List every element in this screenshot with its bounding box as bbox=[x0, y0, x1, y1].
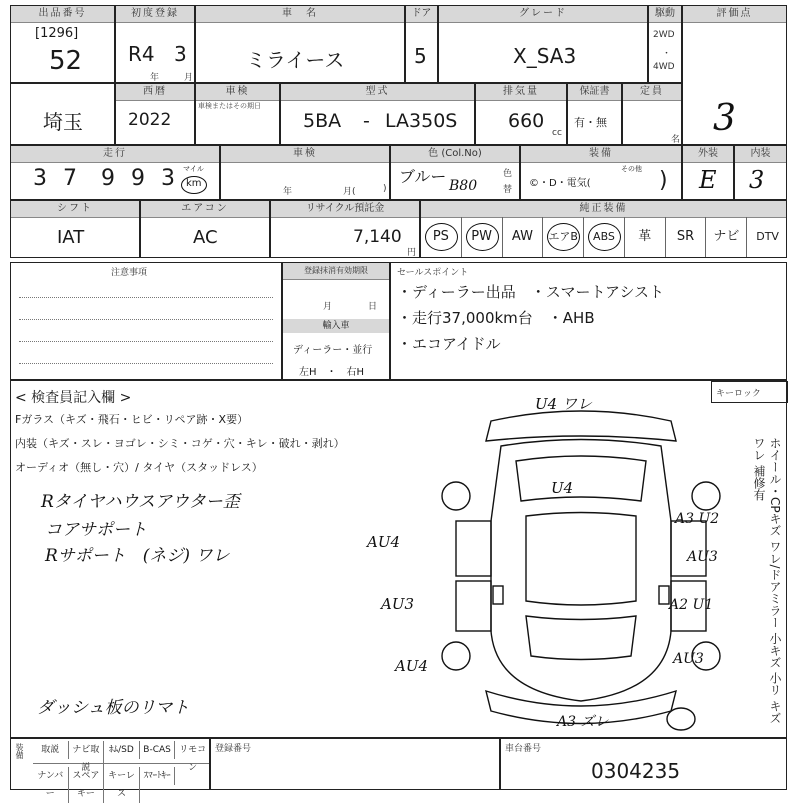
drive-header: 駆動 bbox=[649, 6, 681, 23]
reg-expiry-cell bbox=[282, 262, 390, 380]
model-prefix: 5BA bbox=[303, 110, 342, 132]
hood bbox=[516, 456, 646, 501]
side-note: ワレ bbox=[768, 540, 782, 565]
color-code: B80 bbox=[449, 178, 478, 194]
equipment-label: 革 bbox=[638, 229, 652, 244]
warranty-header: 保証書 bbox=[568, 84, 621, 101]
first-reg-month-unit: 月 bbox=[184, 73, 194, 83]
inspection-header: 車検 bbox=[196, 84, 279, 101]
footer-equip-item: キーレス bbox=[104, 767, 140, 803]
footer-row-2 bbox=[33, 765, 209, 799]
roof bbox=[526, 513, 636, 606]
chassis-cell bbox=[500, 738, 787, 790]
model-header: 型式 bbox=[281, 84, 474, 101]
recycle-unit: 円 bbox=[407, 248, 417, 258]
chassis-label: 車台番号 bbox=[505, 744, 542, 754]
inspector-title: < 検査員記入欄 > bbox=[15, 390, 132, 406]
footer-equip-item: ｽﾏｰﾄｷｰ bbox=[140, 767, 176, 785]
notes-line bbox=[19, 341, 273, 342]
equipment-item bbox=[747, 217, 788, 257]
handwritten-note: ダッシュ板のリマト bbox=[37, 698, 190, 718]
features-cell bbox=[520, 145, 682, 200]
doors-cell bbox=[405, 5, 438, 83]
drive-dot: ・ bbox=[662, 49, 672, 59]
mileage-digit: 9 bbox=[131, 166, 145, 191]
equipment-circle-mark bbox=[588, 223, 621, 251]
side-note: 補修有 bbox=[752, 464, 766, 501]
features-other: その他 bbox=[621, 165, 642, 173]
side-note: ホイール bbox=[768, 437, 782, 485]
lot-cell bbox=[10, 5, 115, 83]
equipment-row bbox=[421, 217, 786, 257]
equipment-label: エアB bbox=[548, 230, 578, 243]
diagram-mark: U4 bbox=[551, 479, 574, 497]
side-note: キズ bbox=[768, 699, 782, 724]
lot-bracket: [1296] bbox=[35, 26, 79, 41]
year-value: 2022 bbox=[128, 110, 172, 130]
mileage-digit: 9 bbox=[101, 166, 115, 191]
capacity-cell bbox=[622, 83, 682, 145]
side-note: 小リ bbox=[768, 672, 782, 697]
equipment-label: PW bbox=[471, 229, 492, 244]
inspection-note: 車検またはその期日 bbox=[198, 102, 261, 110]
mileage-header: 走行 bbox=[11, 146, 219, 163]
side-note: 小キズ bbox=[768, 632, 782, 669]
displacement-header: 排気量 bbox=[476, 84, 566, 101]
diagram-mark: AU4 bbox=[395, 657, 429, 675]
displacement-value: 660 bbox=[508, 110, 545, 132]
footer-equip-item: ﾎﾑ/SD bbox=[104, 741, 140, 759]
inspection-year-unit: 年 bbox=[283, 187, 293, 197]
sales-point-item: ・ディーラー出品 ・スマートアシスト bbox=[397, 283, 665, 301]
car-name: ミライース bbox=[246, 48, 345, 72]
color-label-kae: 替 bbox=[503, 185, 513, 195]
sales-points-cell bbox=[390, 262, 787, 380]
footer-equip-item: ナビ取説 bbox=[69, 741, 105, 777]
capacity-unit: 名 bbox=[671, 135, 681, 145]
notes-line bbox=[19, 297, 273, 298]
diagram-mark: A3 ズレ bbox=[557, 714, 609, 730]
footer-equip-item: B-CAS bbox=[140, 741, 176, 759]
recycle-header: リサイクル預託金 bbox=[271, 201, 419, 218]
grade-header: グレード bbox=[439, 6, 647, 23]
interior-cell bbox=[734, 145, 787, 200]
warranty-value: 有・無 bbox=[574, 116, 607, 129]
notes-header: 注意事項 bbox=[111, 268, 148, 278]
model-dash: - bbox=[363, 110, 370, 132]
side-note: CPキズ bbox=[768, 497, 782, 537]
score-value: 3 bbox=[713, 98, 736, 139]
first-reg-month: 3 bbox=[174, 42, 187, 66]
equipment-circle-mark bbox=[466, 223, 499, 251]
key-lock-box bbox=[711, 381, 788, 403]
shift-header: シフト bbox=[11, 201, 139, 218]
interior-line: 内装（キズ・スレ・ヨゴレ・シミ・コゲ・穴・キレ・破れ・剥れ） bbox=[15, 437, 345, 450]
import-header: 輸入車 bbox=[283, 319, 389, 333]
exterior-score: E bbox=[699, 166, 717, 194]
equipment-item bbox=[503, 217, 544, 257]
capacity-header: 定員 bbox=[623, 84, 681, 101]
rear-window bbox=[526, 616, 636, 660]
equipment-item bbox=[543, 217, 584, 257]
recycle-cell bbox=[270, 200, 420, 258]
reg-expiry-header: 登録抹消有効期限 bbox=[283, 263, 389, 280]
doors-value: 5 bbox=[414, 44, 427, 68]
drive-2wd: 2WD bbox=[653, 30, 675, 40]
first-reg-header: 初度登録 bbox=[116, 6, 194, 23]
inspection-month-unit: 月( bbox=[343, 187, 356, 197]
footer-row-1 bbox=[33, 739, 209, 773]
equipment-label: PS bbox=[432, 229, 449, 244]
side-note: ワレ bbox=[752, 437, 766, 461]
equipment-item bbox=[625, 217, 666, 257]
right-mirror bbox=[659, 586, 669, 604]
displacement-unit: cc bbox=[552, 128, 562, 138]
interior-header: 内装 bbox=[735, 146, 786, 163]
equipment-label: SR bbox=[676, 229, 695, 244]
car-name-cell bbox=[195, 5, 405, 83]
handwritten-note: コアサポート bbox=[45, 520, 147, 540]
equipment-label: ABS bbox=[593, 230, 615, 243]
left-mirror bbox=[493, 586, 503, 604]
equipment-cell bbox=[420, 200, 787, 258]
grade-value: X_SA3 bbox=[513, 44, 577, 68]
equipment-circle-mark bbox=[547, 223, 580, 251]
footer-equip-cell bbox=[10, 738, 210, 799]
handwritten-note: Rサポート (ネジ) ワレ bbox=[45, 546, 230, 566]
doors-header: ドア bbox=[406, 6, 437, 23]
first-reg-era: R4 bbox=[128, 42, 155, 66]
first-reg-cell bbox=[115, 5, 195, 83]
wheel-rear-left bbox=[442, 642, 470, 670]
sales-points-header: セールスポイント bbox=[397, 268, 469, 278]
inspector-area bbox=[10, 380, 787, 738]
color-name: ブルー bbox=[399, 167, 447, 186]
warranty-cell bbox=[567, 83, 622, 145]
features-header: 装備 bbox=[521, 146, 681, 163]
wheel-front-right bbox=[692, 482, 720, 510]
interior-score: 3 bbox=[749, 166, 765, 194]
car-name-header: 車 名 bbox=[196, 6, 404, 23]
car-diagram bbox=[431, 401, 731, 731]
diagram-mark: A3 U2 bbox=[675, 511, 720, 527]
spare-tire bbox=[667, 708, 695, 730]
year-cell bbox=[115, 83, 195, 145]
footer-equip-item: スペアキー bbox=[69, 767, 105, 803]
equipment-item bbox=[462, 217, 503, 257]
year-header: 西暦 bbox=[116, 84, 194, 101]
color-label-iro: 色 bbox=[503, 169, 513, 179]
footer-row-label: 装備 bbox=[15, 743, 24, 759]
wheel-front-left bbox=[442, 482, 470, 510]
left-front-door bbox=[456, 521, 491, 576]
equipment-label: DTV bbox=[756, 230, 779, 243]
mileage-unit-km: km bbox=[186, 178, 202, 189]
sales-point-item: ・エコアイドル bbox=[397, 335, 501, 353]
lot-number: 52 bbox=[49, 46, 83, 76]
features-close: ) bbox=[659, 168, 668, 193]
diagram-mark: AU3 bbox=[673, 651, 704, 667]
inspection-date-cell bbox=[220, 145, 390, 200]
area-cell bbox=[10, 83, 115, 145]
model-code: LA350S bbox=[385, 110, 458, 132]
equipment-header: 純正装備 bbox=[421, 201, 786, 218]
notes-cell bbox=[10, 262, 282, 380]
aircon-value: AC bbox=[193, 227, 218, 248]
notes-line bbox=[19, 363, 273, 364]
aircon-header: エアコン bbox=[141, 201, 269, 218]
score-header: 評価点 bbox=[683, 6, 786, 23]
chassis-number: 0304235 bbox=[591, 759, 681, 783]
equipment-item bbox=[666, 217, 707, 257]
grade-cell bbox=[438, 5, 648, 83]
color-header: 色 (Col.No) bbox=[391, 146, 519, 163]
exterior-cell bbox=[682, 145, 734, 200]
shift-cell bbox=[10, 200, 140, 258]
equipment-item bbox=[706, 217, 747, 257]
lot-header: 出品番号 bbox=[11, 6, 114, 23]
footer-equip-item: 取説 bbox=[33, 741, 69, 759]
key-lock-label: キーロック bbox=[716, 389, 761, 399]
reg-no-label: 登録番号 bbox=[215, 744, 252, 754]
side-notes: ホイール・CPキズ ワレ/ドアミラー 小キズ 小リ キズ ワレ 補修有 bbox=[752, 437, 782, 724]
recycle-value: 7,140 bbox=[353, 227, 402, 247]
drive-cell bbox=[648, 5, 682, 83]
diagram-mark: AU3 bbox=[687, 549, 718, 565]
aircon-cell bbox=[140, 200, 270, 258]
left-rear-door bbox=[456, 581, 491, 631]
equipment-label: AW bbox=[511, 229, 533, 244]
drive-4wd: 4WD bbox=[653, 62, 675, 72]
glass-line: Fガラス（キズ・飛石・ヒビ・リペア跡・X要） bbox=[15, 413, 249, 426]
diagram-mark: AU4 bbox=[367, 533, 401, 551]
equipment-item bbox=[584, 217, 625, 257]
shift-value: IAT bbox=[57, 227, 85, 248]
first-reg-year-unit: 年 bbox=[150, 73, 160, 83]
exterior-header: 外装 bbox=[683, 146, 733, 163]
mileage-unit-mile: マイル bbox=[183, 165, 204, 173]
reg-no-cell bbox=[210, 738, 500, 790]
mileage-digit: 3 bbox=[33, 166, 47, 191]
inspection-cell bbox=[195, 83, 280, 145]
equipment-label: ナビ bbox=[713, 229, 740, 244]
mileage-digit: 7 bbox=[63, 166, 77, 191]
notes-line bbox=[19, 319, 273, 320]
dealer-option: ディーラー・並行 bbox=[293, 345, 373, 356]
model-cell bbox=[280, 83, 475, 145]
reg-expiry-month-day: 月 日 bbox=[323, 302, 378, 312]
diagram-mark: U4 ワレ bbox=[535, 395, 592, 413]
mileage-digit: 3 bbox=[161, 166, 175, 191]
area-value: 埼玉 bbox=[43, 110, 83, 134]
features-text: ©・D・電気( bbox=[529, 178, 591, 189]
side-note: ドアミラー bbox=[768, 568, 782, 629]
color-cell bbox=[390, 145, 520, 200]
steering-option: 左H ・ 右H bbox=[299, 367, 365, 378]
score-cell bbox=[682, 5, 787, 145]
inspection-date-header: 車検 bbox=[221, 146, 389, 163]
equipment-circle-mark bbox=[425, 223, 458, 251]
equipment-item bbox=[421, 217, 462, 257]
audio-line: オーディオ（無し・穴）/ タイヤ（スタッドレス） bbox=[15, 461, 263, 474]
sales-point-item: ・走行37,000km台 ・AHB bbox=[397, 309, 595, 327]
mileage-cell bbox=[10, 145, 220, 200]
footer-equip-item: ナンバー bbox=[33, 767, 69, 803]
displacement-cell bbox=[475, 83, 567, 145]
diagram-mark: A2 U1 bbox=[669, 597, 714, 613]
inspection-close: ) bbox=[383, 184, 387, 194]
handwritten-note: Rタイヤハウスアウター歪 bbox=[41, 492, 240, 512]
front-bumper bbox=[486, 411, 676, 441]
footer-equip-item: リモコン bbox=[175, 741, 211, 777]
diagram-mark: AU3 bbox=[381, 595, 415, 613]
